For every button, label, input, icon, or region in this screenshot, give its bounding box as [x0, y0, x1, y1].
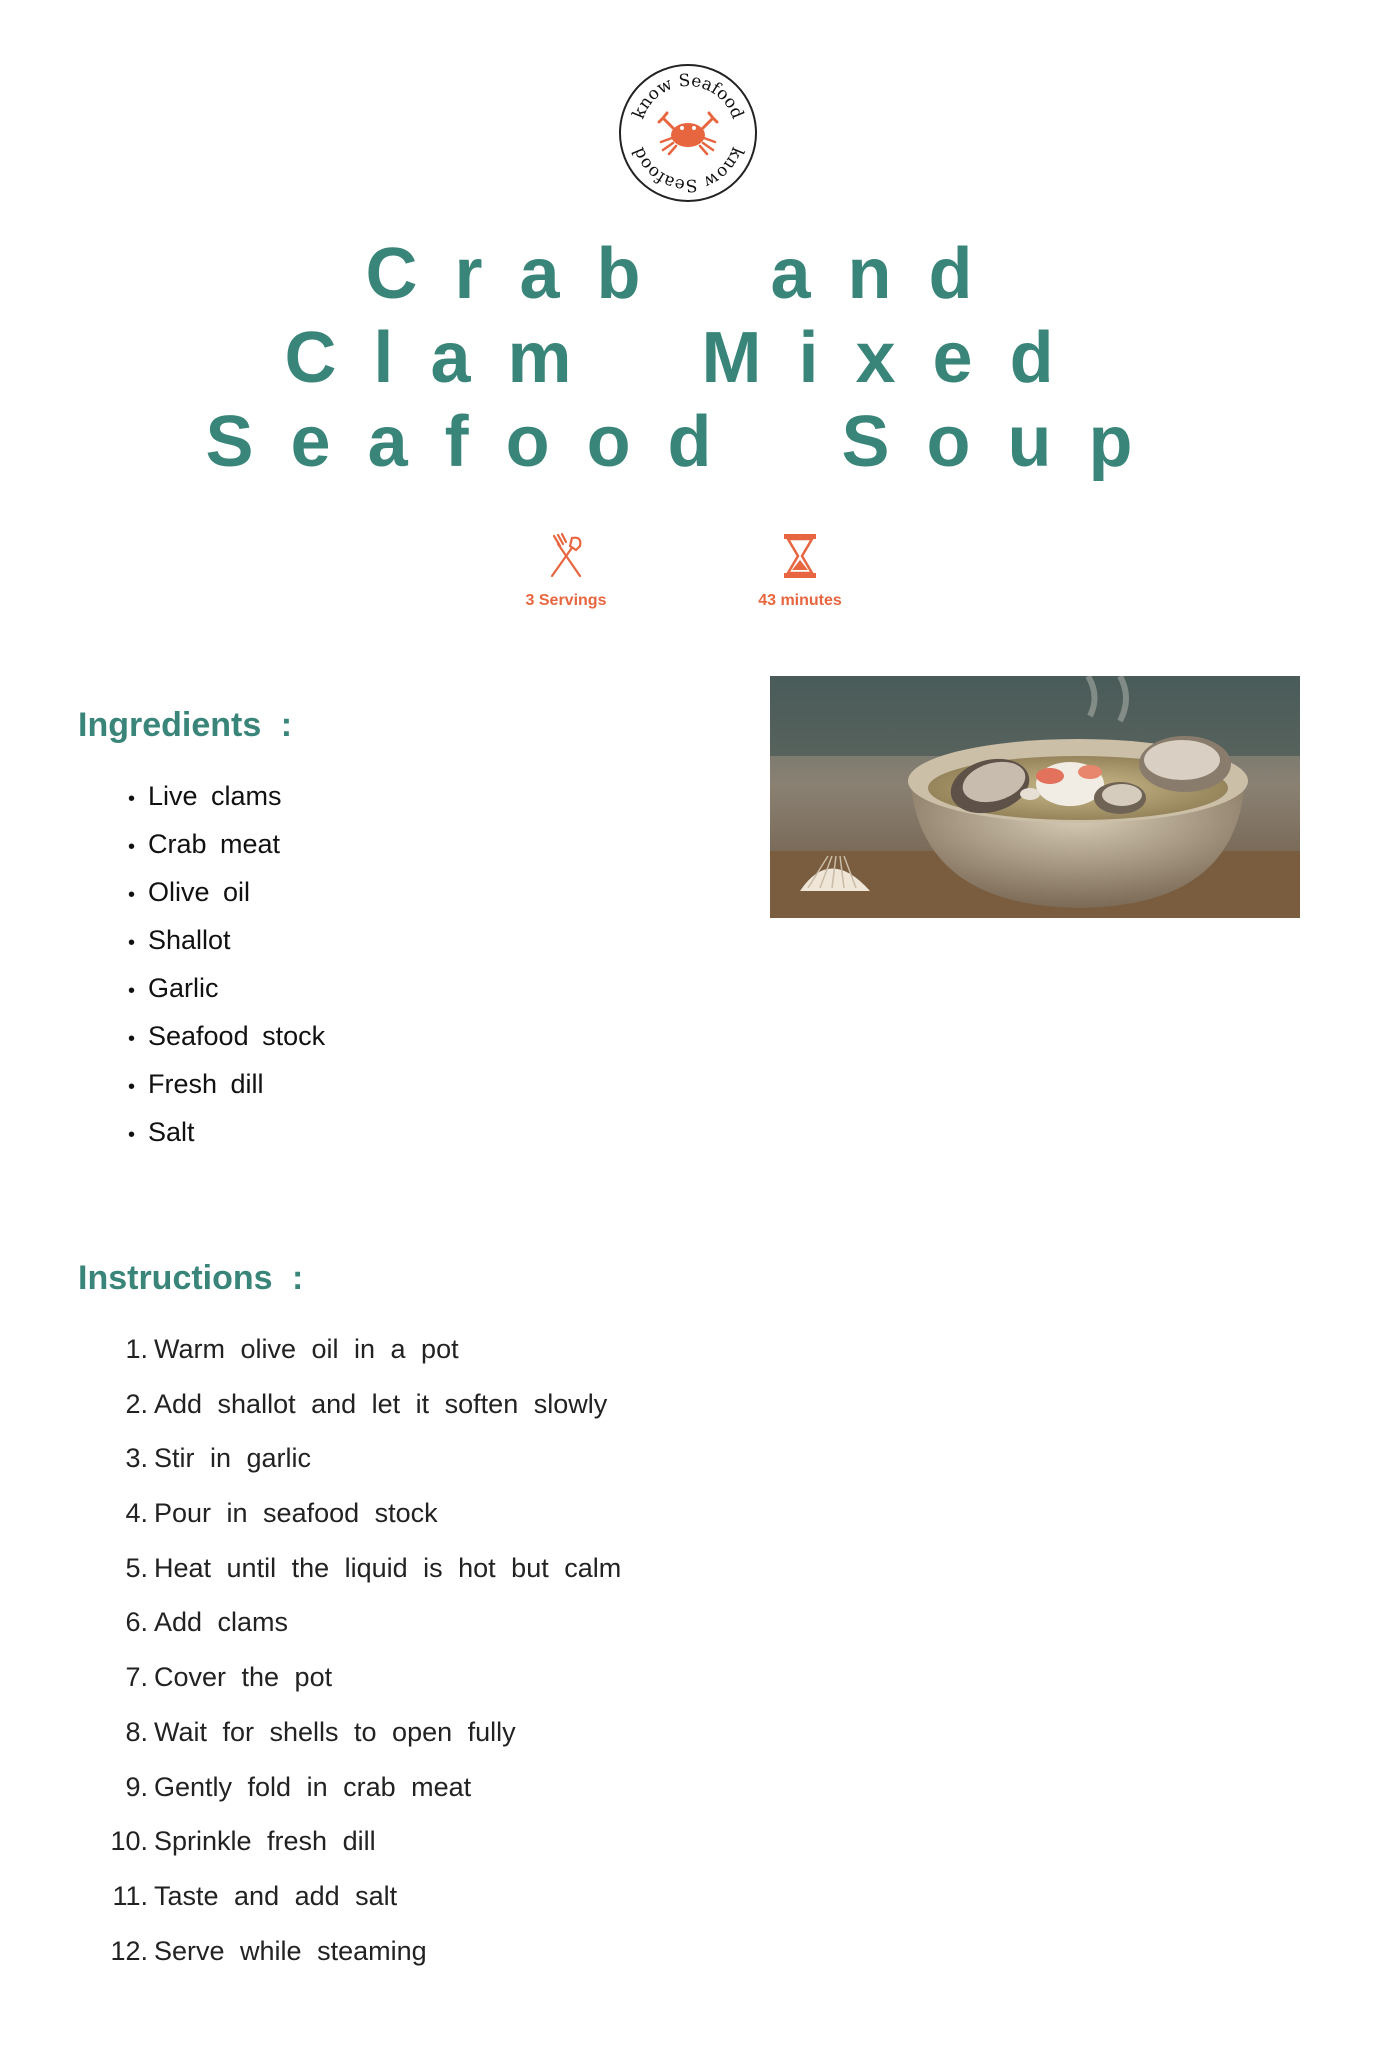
- step-number: 7.: [125, 1662, 148, 1693]
- ingredient-text: Fresh dill: [148, 1069, 264, 1099]
- step-text: Cover the pot: [154, 1662, 333, 1693]
- instruction-step: [96, 1924, 621, 1979]
- hourglass-icon: [780, 532, 820, 580]
- ingredients-list: [128, 772, 325, 1156]
- ingredient-item: • Olive oil: [128, 877, 251, 907]
- servings-label: 3 Servings: [525, 592, 607, 609]
- instruction-step: [96, 1595, 621, 1650]
- seafood-soup-image: [770, 676, 1300, 918]
- time-label: 43 minutes: [758, 592, 842, 609]
- ingredient-item: • Crab meat: [128, 829, 281, 859]
- instruction-step: [96, 1541, 621, 1596]
- ingredient-text: Crab meat: [148, 829, 281, 859]
- instructions-list: [96, 1322, 621, 1978]
- step-number: 11.: [112, 1880, 148, 1911]
- step-number: 12.: [110, 1935, 148, 1966]
- step-number: 4.: [125, 1498, 148, 1529]
- step-text: Gently fold in crab meat: [154, 1771, 472, 1802]
- time-info: [700, 532, 900, 610]
- utensils-icon: [546, 532, 586, 580]
- ingredient-text: Olive oil: [148, 877, 251, 907]
- ingredient-item: • Seafood stock: [128, 1021, 326, 1051]
- step-text: Heat until the liquid is hot but calm: [154, 1552, 622, 1583]
- step-number: 6.: [125, 1607, 148, 1638]
- ingredient-item: • Shallot: [128, 925, 231, 955]
- step-number: 8.: [125, 1716, 148, 1747]
- instruction-step: [96, 1377, 621, 1432]
- step-number: 10.: [110, 1826, 148, 1857]
- ingredient-text: Seafood stock: [148, 1021, 326, 1051]
- step-text: Warm olive oil in a pot: [154, 1334, 459, 1364]
- step-text: Stir in garlic: [154, 1443, 312, 1474]
- ingredient-item: • Garlic: [128, 973, 219, 1003]
- ingredient-text: Live clams: [148, 781, 282, 811]
- ingredient-text: Garlic: [148, 973, 219, 1003]
- step-number: 1.: [125, 1334, 148, 1364]
- instruction-step: [96, 1760, 621, 1815]
- svg-text:know Seafood: know Seafood: [628, 144, 748, 196]
- ingredient-item: • Fresh dill: [128, 1069, 264, 1099]
- step-text: Sprinkle fresh dill: [154, 1826, 376, 1857]
- step-text: Serve while steaming: [154, 1935, 427, 1966]
- logo-seal: [617, 62, 759, 204]
- step-number: 9.: [125, 1771, 148, 1802]
- step-text: Wait for shells to open fully: [154, 1716, 516, 1747]
- recipe-title: Crab and Clam Mixed Seafood Soup: [205, 234, 1170, 482]
- svg-text:know Seafood: know Seafood: [628, 70, 748, 122]
- servings-info: [466, 532, 666, 610]
- step-text: Add shallot and let it soften slowly: [154, 1388, 608, 1419]
- ingredient-text: Shallot: [148, 925, 231, 955]
- soup-photo: [770, 676, 1300, 918]
- step-text: Taste and add salt: [154, 1880, 398, 1911]
- instruction-step: [96, 1431, 621, 1486]
- step-number: 5.: [125, 1552, 148, 1583]
- instruction-step: [96, 1486, 621, 1541]
- ingredient-text: Salt: [148, 1117, 195, 1147]
- step-text: Pour in seafood stock: [154, 1498, 438, 1529]
- instruction-step: [96, 1322, 621, 1377]
- step-number: 2.: [125, 1388, 148, 1419]
- brand-logo: [617, 62, 759, 204]
- instruction-step: [96, 1814, 621, 1869]
- ingredients-heading: Ingredients :: [78, 706, 293, 744]
- instruction-step: [96, 1869, 621, 1924]
- instruction-step: [96, 1650, 621, 1705]
- instruction-step: [96, 1705, 621, 1760]
- ingredient-item: • Live clams: [128, 781, 282, 811]
- step-text: Add clams: [154, 1607, 289, 1638]
- step-number: 3.: [125, 1443, 148, 1474]
- instructions-heading: Instructions :: [78, 1259, 304, 1297]
- ingredient-item: • Salt: [128, 1117, 195, 1147]
